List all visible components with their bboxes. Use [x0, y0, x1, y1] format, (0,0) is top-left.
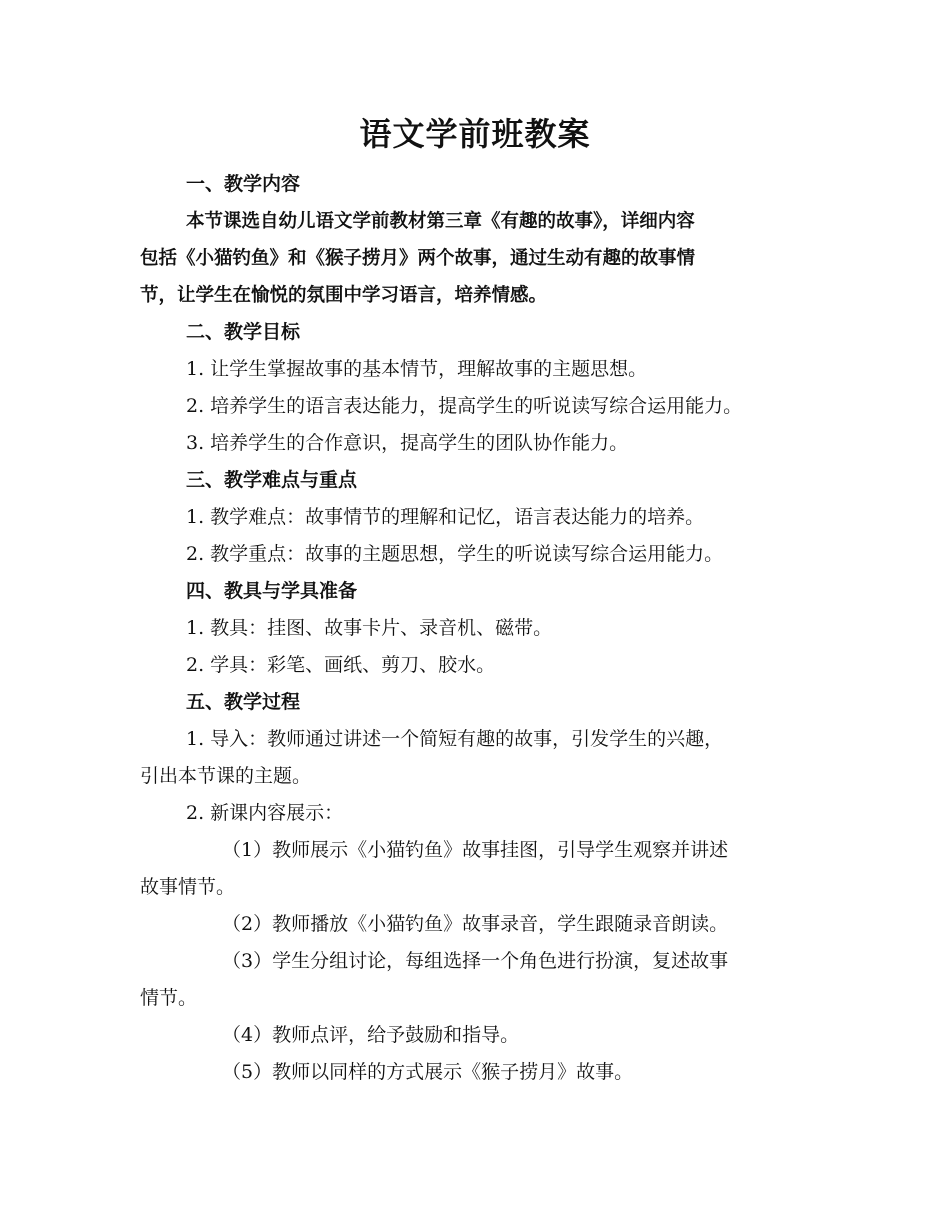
- paragraph-line: 1. 教具：挂图、故事卡片、录音机、磁带。: [186, 617, 553, 639]
- paragraph-line: 2. 培养学生的语言表达能力，提高学生的听说读写综合运用能力。: [186, 395, 743, 417]
- paragraph-line: 引出本节课的主题。: [140, 765, 312, 787]
- section-heading: 三、教学难点与重点: [186, 469, 358, 491]
- paragraph-line: 包括《小猫钓鱼》和《猴子捞月》两个故事，通过生动有趣的故事情: [140, 248, 696, 269]
- paragraph-line: （5）教师以同样的方式展示《猴子捞月》故事。: [222, 1061, 634, 1083]
- page-title: 语文学前班教案: [359, 115, 591, 153]
- section-heading: 一、教学内容: [186, 173, 301, 195]
- section-heading: 四、教具与学具准备: [186, 580, 358, 602]
- document-body: [140, 166, 820, 1091]
- section-heading: 五、教学过程: [186, 691, 301, 713]
- paragraph-line: 1. 让学生掌握故事的基本情节，理解故事的主题思想。: [186, 358, 648, 380]
- paragraph-line: 3. 培养学生的合作意识，提高学生的团队协作能力。: [186, 432, 629, 454]
- paragraph-line: 2. 学具：彩笔、画纸、剪刀、胶水。: [186, 654, 496, 676]
- paragraph-line: 故事情节。: [140, 876, 236, 898]
- section-heading: 二、教学目标: [186, 321, 301, 343]
- paragraph-line: （2）教师播放《小猫钓鱼》故事录音，学生跟随录音朗读。: [222, 913, 729, 935]
- paragraph-line: 1. 教学难点：故事情节的理解和记忆，语言表达能力的培养。: [186, 506, 705, 528]
- paragraph-line: 2. 新课内容展示：: [186, 802, 344, 824]
- paragraph-line: 本节课选自幼儿语文学前教材第三章《有趣的故事》，详细内容: [186, 211, 695, 232]
- paragraph-line: （1）教师展示《小猫钓鱼》故事挂图，引导学生观察并讲述: [222, 839, 729, 861]
- paragraph-line: （4）教师点评，给予鼓励和指导。: [222, 1024, 520, 1046]
- paragraph-line: 情节。: [140, 987, 198, 1009]
- paragraph-line: （3）学生分组讨论，每组选择一个角色进行扮演，复述故事: [222, 950, 729, 972]
- paragraph-line: 节，让学生在愉悦的氛围中学习语言，培养情感。: [140, 285, 548, 306]
- paragraph-line: 1. 导入：教师通过讲述一个简短有趣的故事，引发学生的兴趣，: [186, 728, 724, 750]
- paragraph-line: 2. 教学重点：故事的主题思想，学生的听说读写综合运用能力。: [186, 543, 724, 565]
